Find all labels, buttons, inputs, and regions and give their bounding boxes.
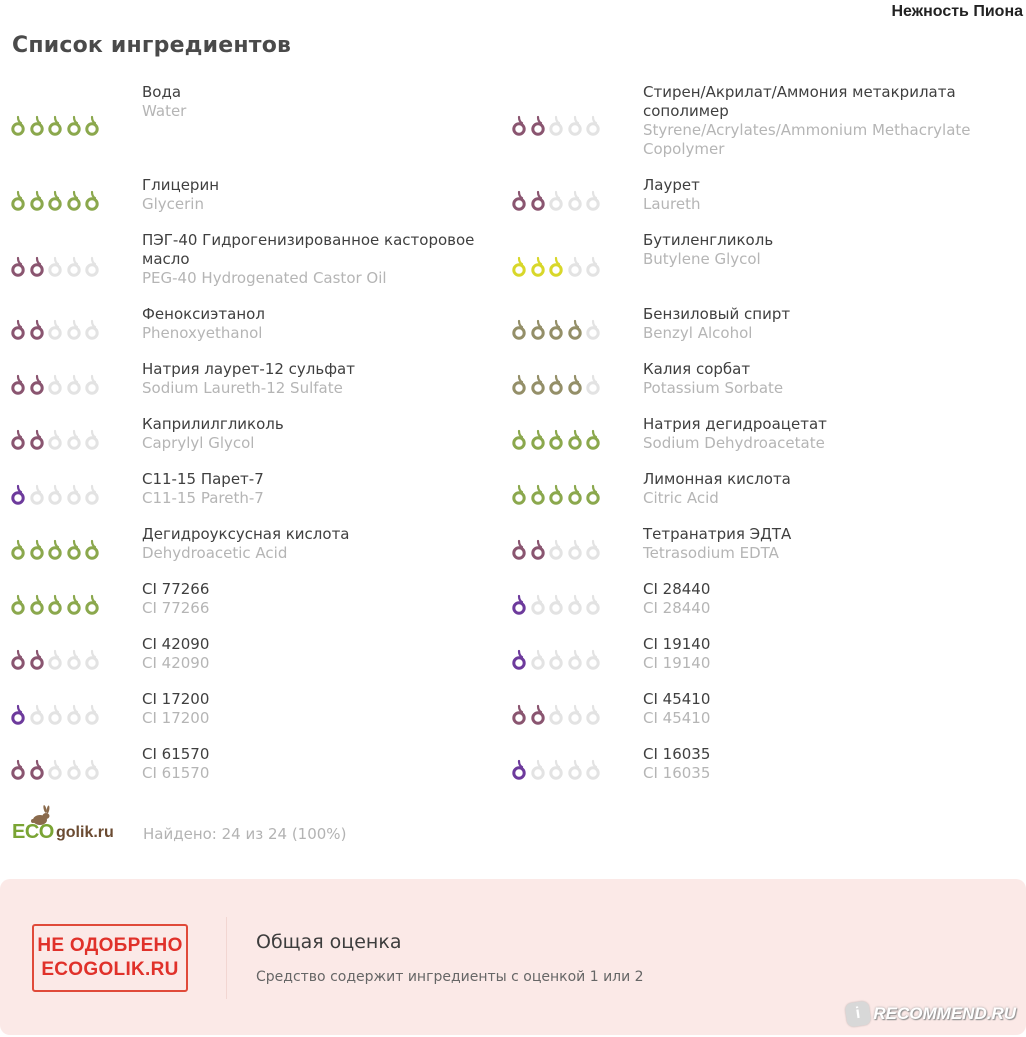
- rating-drop-icon: [567, 374, 583, 396]
- rating-drop-icon: [66, 594, 82, 616]
- ingredient-row[interactable]: [10, 580, 502, 630]
- ingredient-rating: [10, 231, 103, 303]
- ingredient-names: [142, 580, 502, 618]
- ingredient-rating: [511, 745, 604, 795]
- rating-drop-icon: [585, 594, 601, 616]
- ingredient-rating: [10, 305, 103, 355]
- ingredient-row[interactable]: [10, 470, 502, 520]
- ingredient-name-en: PEG-40 Hydrogenated Castor Oil: [142, 269, 387, 287]
- ingredient-row[interactable]: [511, 415, 1021, 465]
- ingredient-name-en: Glycerin: [142, 195, 204, 213]
- ingredient-name-en: Butylene Glycol: [643, 250, 761, 268]
- rating-drop-icon: [511, 374, 527, 396]
- ingredient-rating: [10, 360, 103, 410]
- rating-drop-icon: [585, 429, 601, 451]
- rating-drop-icon: [84, 319, 100, 341]
- ingredient-row[interactable]: [511, 745, 1021, 795]
- ingredient-names: [142, 360, 502, 398]
- rating-drop-icon: [530, 256, 546, 278]
- ingredient-row[interactable]: [511, 176, 1021, 226]
- ingredient-name-en: Benzyl Alcohol: [643, 324, 753, 342]
- rating-drop-icon: [84, 115, 100, 137]
- logo-text-golik: golik.ru: [56, 824, 114, 841]
- ingredient-name-ru[interactable]: CI 45410: [643, 690, 711, 708]
- rating-drop-icon: [10, 190, 26, 212]
- rating-drop-icon: [84, 190, 100, 212]
- ecogolik-logo[interactable]: [12, 805, 124, 849]
- rating-drop-icon: [511, 539, 527, 561]
- rating-drop-icon: [66, 484, 82, 506]
- ingredient-names: [142, 745, 502, 783]
- ingredient-name-ru[interactable]: C11-15 Парет-7: [142, 470, 264, 488]
- rating-drop-icon: [548, 484, 564, 506]
- rating-drop-icon: [84, 256, 100, 278]
- rating-drop-icon: [84, 759, 100, 781]
- ingredient-rating: [10, 176, 103, 226]
- ingredient-name-en: CI 16035: [643, 764, 711, 782]
- ingredient-name-en: Dehydroacetic Acid: [142, 544, 288, 562]
- ingredient-row[interactable]: [511, 360, 1021, 410]
- ingredient-name-ru[interactable]: Натрия лаурет-12 сульфат: [142, 360, 355, 378]
- ingredient-row[interactable]: [511, 83, 1021, 169]
- ingredient-names: [142, 305, 502, 343]
- rating-drop-icon: [530, 115, 546, 137]
- ingredient-row[interactable]: [10, 176, 502, 226]
- found-count: Найдено: 24 из 24 (100%): [143, 825, 347, 843]
- rating-drop-icon: [585, 649, 601, 671]
- ingredient-rating: [511, 360, 604, 410]
- rating-drop-icon: [84, 704, 100, 726]
- ingredient-rating: [511, 176, 604, 226]
- rating-drop-icon: [548, 115, 564, 137]
- rating-drop-icon: [567, 115, 583, 137]
- rating-drop-icon: [29, 319, 45, 341]
- ingredient-name-ru[interactable]: CI 28440: [643, 580, 711, 598]
- rating-drop-icon: [10, 649, 26, 671]
- rating-drop-icon: [530, 759, 546, 781]
- ingredient-rating: [10, 525, 103, 575]
- ingredient-row[interactable]: [10, 635, 502, 685]
- ingredient-rating: [10, 83, 103, 169]
- rating-drop-icon: [66, 319, 82, 341]
- ingredient-names: [643, 83, 1021, 159]
- rating-drop-icon: [511, 256, 527, 278]
- rating-drop-icon: [548, 649, 564, 671]
- rating-drop-icon: [511, 190, 527, 212]
- rating-drop-icon: [47, 190, 63, 212]
- rating-drop-icon: [511, 484, 527, 506]
- rating-drop-icon: [29, 539, 45, 561]
- ingredient-rating: [511, 83, 604, 169]
- rating-drop-icon: [29, 594, 45, 616]
- ingredient-row[interactable]: [10, 305, 502, 355]
- rating-drop-icon: [10, 759, 26, 781]
- rating-drop-icon: [548, 539, 564, 561]
- ingredient-row[interactable]: [10, 525, 502, 575]
- rating-drop-icon: [10, 374, 26, 396]
- ingredient-row[interactable]: [511, 525, 1021, 575]
- rating-drop-icon: [567, 759, 583, 781]
- rating-drop-icon: [548, 319, 564, 341]
- ingredient-name-ru[interactable]: Бутиленгликоль: [643, 231, 774, 249]
- rating-drop-icon: [548, 594, 564, 616]
- ingredient-names: [142, 470, 502, 508]
- ingredient-rating: [10, 580, 103, 630]
- ingredient-name-en: CI 28440: [643, 599, 711, 617]
- rating-drop-icon: [567, 594, 583, 616]
- rating-drop-icon: [29, 649, 45, 671]
- rating-drop-icon: [47, 759, 63, 781]
- recommend-watermark: [846, 1000, 1016, 1028]
- ingredient-rating: [511, 525, 604, 575]
- ingredient-name-en: Styrene/Acrylates/Ammonium Methacrylate Copolymer: [643, 121, 971, 158]
- rating-drop-icon: [567, 649, 583, 671]
- rating-drop-icon: [66, 256, 82, 278]
- ingredient-names: [643, 525, 1021, 563]
- ingredient-name-en: CI 77266: [142, 599, 210, 617]
- ingredient-name-ru[interactable]: Дегидроуксусная кислота: [142, 525, 350, 543]
- ingredient-rating: [511, 305, 604, 355]
- rating-drop-icon: [511, 649, 527, 671]
- stamp-line-1: НЕ ОДОБРЕНО: [37, 935, 183, 956]
- rating-drop-icon: [66, 190, 82, 212]
- ingredient-names: [643, 176, 1021, 214]
- ingredient-name-en: Caprylyl Glycol: [142, 434, 255, 452]
- rating-drop-icon: [29, 759, 45, 781]
- rating-drop-icon: [10, 704, 26, 726]
- ingredient-rating: [511, 231, 604, 303]
- rating-drop-icon: [511, 115, 527, 137]
- ingredient-names: [643, 635, 1021, 673]
- rating-drop-icon: [29, 256, 45, 278]
- rating-drop-icon: [84, 429, 100, 451]
- ingredient-row[interactable]: [511, 635, 1021, 685]
- ingredient-names: [643, 470, 1021, 508]
- rating-drop-icon: [585, 256, 601, 278]
- ingredient-row[interactable]: [10, 83, 502, 169]
- ingredient-row[interactable]: [10, 231, 502, 303]
- ingredient-name-en: Potassium Sorbate: [643, 379, 784, 397]
- rating-drop-icon: [47, 594, 63, 616]
- watermark-text: RECOMMEND.RU: [873, 1004, 1016, 1023]
- ingredient-row[interactable]: [10, 745, 502, 795]
- rating-drop-icon: [29, 704, 45, 726]
- rating-drop-icon: [511, 704, 527, 726]
- rating-drop-icon: [585, 190, 601, 212]
- ingredient-name-en: CI 45410: [643, 709, 711, 727]
- ingredient-names: [142, 83, 502, 121]
- rating-drop-icon: [84, 594, 100, 616]
- rating-drop-icon: [567, 256, 583, 278]
- ingredient-name-ru[interactable]: Натрия дегидроацетат: [643, 415, 827, 433]
- rating-drop-icon: [548, 190, 564, 212]
- rating-drop-icon: [530, 594, 546, 616]
- rating-drop-icon: [29, 374, 45, 396]
- rating-drop-icon: [511, 319, 527, 341]
- ingredient-rating: [10, 690, 103, 740]
- ingredient-names: [643, 580, 1021, 618]
- rating-drop-icon: [585, 704, 601, 726]
- rating-drop-icon: [47, 704, 63, 726]
- rating-drop-icon: [530, 539, 546, 561]
- rating-drop-icon: [84, 649, 100, 671]
- rating-drop-icon: [548, 256, 564, 278]
- ingredient-row[interactable]: [10, 690, 502, 740]
- rating-drop-icon: [47, 115, 63, 137]
- ingredient-names: [142, 525, 502, 563]
- ingredient-names: [643, 745, 1021, 783]
- rating-drop-icon: [585, 759, 601, 781]
- ingredient-name-ru[interactable]: Глицерин: [142, 176, 219, 194]
- ingredient-names: [643, 231, 1021, 269]
- rating-drop-icon: [47, 539, 63, 561]
- rating-drop-icon: [66, 374, 82, 396]
- ingredient-name-en: Water: [142, 102, 187, 120]
- rating-drop-icon: [29, 115, 45, 137]
- ingredient-name-en: Laureth: [643, 195, 701, 213]
- ingredient-row[interactable]: [10, 360, 502, 410]
- ingredient-name-ru[interactable]: CI 19140: [643, 635, 711, 653]
- rating-drop-icon: [84, 374, 100, 396]
- rating-drop-icon: [548, 759, 564, 781]
- ingredient-row[interactable]: [511, 690, 1021, 740]
- rating-drop-icon: [548, 429, 564, 451]
- ingredient-names: [142, 690, 502, 728]
- ingredient-name-ru[interactable]: Калия сорбат: [643, 360, 751, 378]
- ingredient-names: [142, 231, 502, 288]
- rating-drop-icon: [511, 429, 527, 451]
- ingredient-name-ru[interactable]: Каприлилгликоль: [142, 415, 284, 433]
- rating-drop-icon: [530, 190, 546, 212]
- rating-drop-icon: [47, 319, 63, 341]
- rating-drop-icon: [567, 704, 583, 726]
- ingredient-names: [142, 635, 502, 673]
- rating-drop-icon: [66, 429, 82, 451]
- rating-drop-icon: [511, 759, 527, 781]
- rating-drop-icon: [567, 539, 583, 561]
- ingredient-name-en: Sodium Dehydroacetate: [643, 434, 825, 452]
- rating-drop-icon: [66, 115, 82, 137]
- rating-drop-icon: [530, 649, 546, 671]
- rating-drop-icon: [47, 429, 63, 451]
- ingredient-name-en: CI 61570: [142, 764, 210, 782]
- rating-drop-icon: [567, 429, 583, 451]
- ingredient-rating: [10, 470, 103, 520]
- ingredient-name-ru[interactable]: ПЭГ-40 Гидрогенизированное касторовое масло: [142, 231, 475, 268]
- rating-drop-icon: [47, 374, 63, 396]
- rating-drop-icon: [66, 539, 82, 561]
- rating-drop-icon: [47, 484, 63, 506]
- rating-drop-icon: [29, 190, 45, 212]
- rating-drop-icon: [47, 649, 63, 671]
- ingredient-rating: [511, 690, 604, 740]
- rating-drop-icon: [585, 319, 601, 341]
- rating-drop-icon: [567, 190, 583, 212]
- ingredient-name-ru[interactable]: Вода: [142, 83, 182, 101]
- rating-drop-icon: [530, 429, 546, 451]
- ingredient-name-ru[interactable]: Тетранатрия ЭДТА: [643, 525, 792, 543]
- not-approved-stamp: [32, 924, 188, 992]
- ingredient-name-ru[interactable]: CI 77266: [142, 580, 210, 598]
- rating-drop-icon: [29, 429, 45, 451]
- ingredient-row[interactable]: [511, 305, 1021, 355]
- rating-drop-icon: [530, 484, 546, 506]
- ingredient-row[interactable]: [511, 580, 1021, 630]
- ingredient-name-ru[interactable]: Стирен/Акрилат/Аммония метакрилата сополимер: [643, 83, 956, 120]
- rating-drop-icon: [585, 539, 601, 561]
- rating-drop-icon: [66, 649, 82, 671]
- stamp-line-2: ECOGOLIK.RU: [41, 959, 179, 980]
- ingredient-row[interactable]: [511, 231, 1021, 303]
- rating-drop-icon: [585, 115, 601, 137]
- logo-text-eco: ECO: [12, 821, 54, 843]
- divider: [226, 917, 227, 999]
- ingredient-names: [643, 305, 1021, 343]
- ingredient-name-ru[interactable]: Лимонная кислота: [643, 470, 791, 488]
- rating-drop-icon: [10, 484, 26, 506]
- verdict-title: Общая оценка: [256, 931, 402, 953]
- ingredient-rating: [511, 580, 604, 630]
- ingredient-rating: [511, 470, 604, 520]
- rating-drop-icon: [10, 256, 26, 278]
- rating-drop-icon: [567, 484, 583, 506]
- rating-drop-icon: [29, 484, 45, 506]
- ingredient-row[interactable]: [10, 415, 502, 465]
- ingredient-name-ru[interactable]: CI 61570: [142, 745, 210, 763]
- rating-drop-icon: [84, 539, 100, 561]
- rating-drop-icon: [66, 704, 82, 726]
- ingredient-name-en: Phenoxyethanol: [142, 324, 263, 342]
- ingredient-row[interactable]: [511, 470, 1021, 520]
- ingredient-rating: [10, 415, 103, 465]
- rating-drop-icon: [530, 319, 546, 341]
- ingredient-name-en: Tetrasodium EDTA: [643, 544, 779, 562]
- rating-drop-icon: [10, 429, 26, 451]
- rating-drop-icon: [511, 594, 527, 616]
- product-name: Нежность Пиона: [891, 3, 1023, 20]
- ingredient-name-en: CI 19140: [643, 654, 711, 672]
- ingredient-names: [643, 415, 1021, 453]
- rating-drop-icon: [548, 704, 564, 726]
- verdict-description: Средство содержит ингредиенты с оценкой 1 или 2: [256, 969, 644, 985]
- ingredient-name-ru[interactable]: CI 17200: [142, 690, 210, 708]
- ingredient-names: [643, 360, 1021, 398]
- rating-drop-icon: [585, 484, 601, 506]
- ingredient-name-ru[interactable]: CI 42090: [142, 635, 210, 653]
- ingredient-name-ru[interactable]: Лаурет: [643, 176, 700, 194]
- ingredient-name-en: CI 42090: [142, 654, 210, 672]
- ingredient-names: [643, 690, 1021, 728]
- ingredient-name-en: CI 17200: [142, 709, 210, 727]
- ingredient-name-ru[interactable]: CI 16035: [643, 745, 711, 763]
- ingredient-name-ru[interactable]: Феноксиэтанол: [142, 305, 265, 323]
- ingredient-name-en: Citric Acid: [643, 489, 719, 507]
- page-title: Список ингредиентов: [12, 33, 292, 58]
- rating-drop-icon: [10, 115, 26, 137]
- ingredient-names: [142, 415, 502, 453]
- rating-drop-icon: [10, 594, 26, 616]
- rating-drop-icon: [530, 374, 546, 396]
- recommend-logo-icon: i: [845, 1000, 872, 1027]
- rating-drop-icon: [10, 319, 26, 341]
- rating-drop-icon: [66, 759, 82, 781]
- rating-drop-icon: [585, 374, 601, 396]
- ingredient-name-en: Sodium Laureth-12 Sulfate: [142, 379, 343, 397]
- ingredient-rating: [10, 635, 103, 685]
- rating-drop-icon: [567, 319, 583, 341]
- ingredient-name-en: C11-15 Pareth-7: [142, 489, 264, 507]
- rating-drop-icon: [10, 539, 26, 561]
- rating-drop-icon: [530, 704, 546, 726]
- ingredient-rating: [511, 635, 604, 685]
- rating-drop-icon: [548, 374, 564, 396]
- ingredient-names: [142, 176, 502, 214]
- rating-drop-icon: [84, 484, 100, 506]
- ingredient-name-ru[interactable]: Бензиловый спирт: [643, 305, 791, 323]
- rating-drop-icon: [47, 256, 63, 278]
- ingredient-rating: [10, 745, 103, 795]
- ingredient-rating: [511, 415, 604, 465]
